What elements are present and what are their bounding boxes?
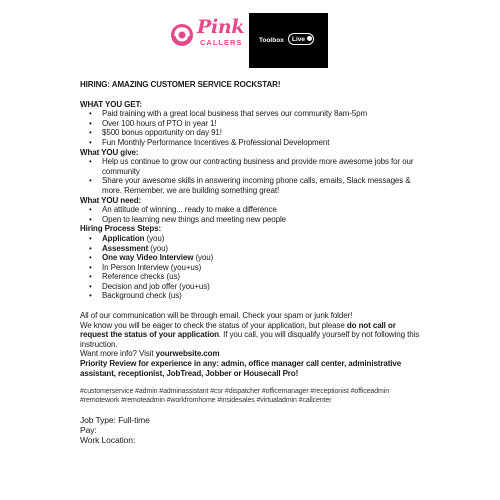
comm-paragraph-2 <box>80 321 420 350</box>
toolbox-live-text: Live <box>292 36 306 43</box>
comm-text-bold: do not call or request the status of your application <box>80 320 396 340</box>
comm-text-c: . If you call, you will disqualify yourself by not following this instruction. <box>80 330 420 349</box>
section-heading-steps: Hiring Process Steps: <box>80 224 162 234</box>
list-item: • Fun Monthly Performance Incentives & Professional Development <box>80 138 420 148</box>
more-info-text: Want more info? Visit <box>80 349 156 359</box>
list-item: • An attitude of winning... ready to make a difference <box>80 205 420 215</box>
step-rest: Background check (us) <box>102 291 182 301</box>
list-need <box>80 205 420 224</box>
list-give <box>80 157 420 195</box>
toolbox-live-logo <box>249 13 328 68</box>
comm-text-a: We know you will be eager to check the status of your application, but please <box>80 320 347 330</box>
list-item <box>80 244 420 254</box>
job-type: Job Type: Full-time <box>80 414 150 425</box>
list-item: • Over 100 hours of PTO in year 1! <box>80 119 420 129</box>
list-item: • Open to learning new things and meeting new people <box>80 215 420 225</box>
list-item <box>80 291 420 301</box>
section-heading-get: WHAT YOU GET: <box>80 99 142 109</box>
list-steps <box>80 234 420 301</box>
list-item: • Paid training with a great local business that serves our community 8am-5pm <box>80 109 420 119</box>
section-heading-need: What YOU need: <box>80 195 142 205</box>
step-rest: In Person Interview (you+us) <box>102 262 202 272</box>
pay: Pay: <box>80 424 97 435</box>
spacer <box>80 378 420 387</box>
step-rest: (you) <box>148 243 168 253</box>
list-item <box>80 234 420 244</box>
page-title: HIRING: AMAZING CUSTOMER SERVICE ROCKSTAR! <box>80 80 281 89</box>
list-item <box>80 272 420 282</box>
list-get <box>80 109 420 147</box>
toolbox-label: Toolbox <box>259 37 284 44</box>
headset-logo-icon <box>170 23 194 47</box>
step-rest: (you) <box>144 233 165 243</box>
hashtags: #customerservice #admin #adminassistant #csr #dispatcher #officemanager #receptionist #officeadmin #remotework #remoteadmin #workfromhome #insidesales #virtualadmin #callcenter <box>80 388 389 405</box>
step-bold: Assessment <box>102 243 149 253</box>
step-bold: Application <box>102 233 145 243</box>
toolbox-live-badge <box>288 33 314 45</box>
comm-paragraph-1: All of our communication will be through email. Check your spam or junk folder! <box>80 311 353 321</box>
list-item: • Share your awesome skills in answering incoming phone calls, emails, Slack messages & more. Remember, we are building something great! <box>80 176 420 195</box>
logo-sub: CALLERS <box>200 38 243 47</box>
step-rest: Reference checks (us) <box>102 272 180 282</box>
list-item: • $500 bonus opportunity on day 91! <box>80 128 420 138</box>
step-rest: (you) <box>193 253 214 263</box>
priority-review: Priority Review for experience in any: admin, office manager call center, administrative assistant, receptionist, JobTread, Jobber or Housecall Pro! <box>80 359 402 378</box>
list-item <box>80 263 420 273</box>
list-item <box>80 282 420 292</box>
spacer <box>80 301 420 311</box>
header <box>0 13 500 71</box>
list-item <box>80 253 420 263</box>
website-link[interactable]: yourwebsite.com <box>155 349 220 359</box>
work-location: Work Location: <box>80 434 136 445</box>
more-info <box>80 349 420 359</box>
live-dot-icon <box>307 36 312 41</box>
logo-word: Pink <box>197 16 245 38</box>
spacer <box>80 406 420 415</box>
pink-callers-logo <box>170 15 245 63</box>
step-bold: One way Video Interview <box>102 253 194 263</box>
list-item: • Help us continue to grow our contracting business and provide more awesome jobs for our community <box>80 157 420 176</box>
step-rest: Decision and job offer (you+us) <box>102 281 210 291</box>
job-posting <box>80 80 420 445</box>
section-heading-give: What YOU give: <box>80 147 139 157</box>
